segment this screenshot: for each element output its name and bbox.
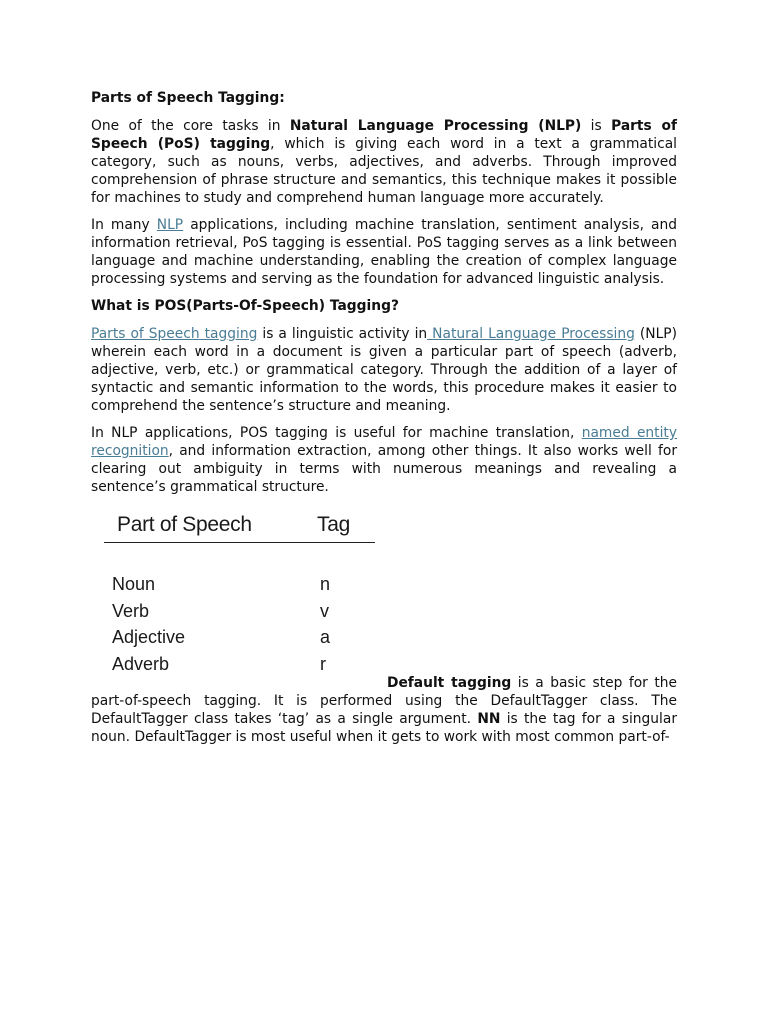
- pos-name: Adverb: [112, 653, 170, 674]
- pos-tag: n: [320, 574, 331, 595]
- header-part-of-speech: Part of Speech: [117, 513, 252, 536]
- applications-text-1: In NLP applications, POS tagging is useful for machine translation,: [91, 425, 582, 441]
- table-row: [104, 598, 375, 625]
- definition-text-2: (NLP) wherein each word in a document is given a particular part of speech (adverb, adjective, verb, etc.) or grammatical category. Through the addition of a layer of syntactic and semantic information to the words, this procedure makes it easier to comprehend the sentence’s structure and meaning.: [91, 326, 677, 414]
- nlp-full-link[interactable]: Natural Language Processing: [427, 326, 635, 342]
- definition-paragraph: [91, 325, 677, 415]
- default-tagging-text-2: is the tag for a singular noun. DefaultTagger is most useful when it gets to work with most common part-of-: [91, 711, 678, 745]
- nlp-term: Natural Language Processing (NLP): [289, 118, 582, 134]
- pos-table: [104, 508, 375, 677]
- definition-text-1: is a linguistic activity in: [257, 326, 428, 342]
- pos-name: Adjective: [112, 627, 186, 648]
- pos-tag: a: [320, 627, 331, 648]
- table-row: [104, 651, 375, 678]
- pos-table-body: [104, 571, 375, 677]
- pos-tagging-link[interactable]: Parts of Speech tagging: [91, 326, 258, 342]
- applications-paragraph: [91, 424, 677, 496]
- table-row: [104, 571, 375, 598]
- intro-text-3: , which is giving each word in a text a grammatical category, such as nouns, verbs, adjectives, and adverbs. Through improved comprehension of phrase structure and semantics, this technique makes it possible for machines to study and comprehend human language more accurately.: [91, 136, 677, 206]
- nn-term: NN: [477, 711, 501, 727]
- default-tagging-text-1: is a basic step for the part-of-speech tagging. It is performed using the DefaultTagger class. The DefaultTagger class takes ‘tag’ as a single argument.: [91, 675, 677, 727]
- pos-tag: v: [320, 600, 329, 621]
- header-tag: Tag: [317, 513, 350, 536]
- table-row: [104, 624, 375, 651]
- pos-name: Verb: [112, 600, 150, 621]
- pos-name: Noun: [112, 574, 156, 595]
- default-tagging-term: Default tagging: [387, 675, 512, 691]
- section-heading: What is POS(Parts-Of-Speech) Tagging?: [91, 298, 399, 314]
- pos-table-header: [104, 508, 375, 543]
- ner-link[interactable]: named entity recognition: [91, 425, 677, 459]
- default-tagging-paragraph: [91, 674, 677, 746]
- nlp-applications-paragraph: [91, 216, 677, 288]
- nlp-app-text-2: applications, including machine translation, sentiment analysis, and information retrieval, PoS tagging is essential. PoS tagging serves as a link between language and machine understanding, enabling the creation of complex language processing systems and serving as the foundation for advanced linguistic analysis.: [91, 217, 677, 287]
- document-page: [91, 89, 677, 755]
- intro-paragraph: [91, 117, 677, 207]
- intro-text-1: One of the core tasks in: [91, 118, 290, 134]
- page-title: Parts of Speech Tagging:: [91, 90, 285, 106]
- pos-tagging-term: Parts of Speech (PoS) tagging: [91, 118, 677, 152]
- intro-text-2: is: [581, 118, 612, 134]
- pos-table-figure: [91, 508, 677, 680]
- pos-tag: r: [320, 653, 326, 674]
- nlp-link[interactable]: NLP: [156, 217, 184, 233]
- applications-text-2: , and information extraction, among other things. It also works well for clearing out ambiguity in terms with numerous meanings and revealing a sentence’s grammatical structure.: [91, 443, 677, 495]
- nlp-app-text-1: In many: [91, 217, 157, 233]
